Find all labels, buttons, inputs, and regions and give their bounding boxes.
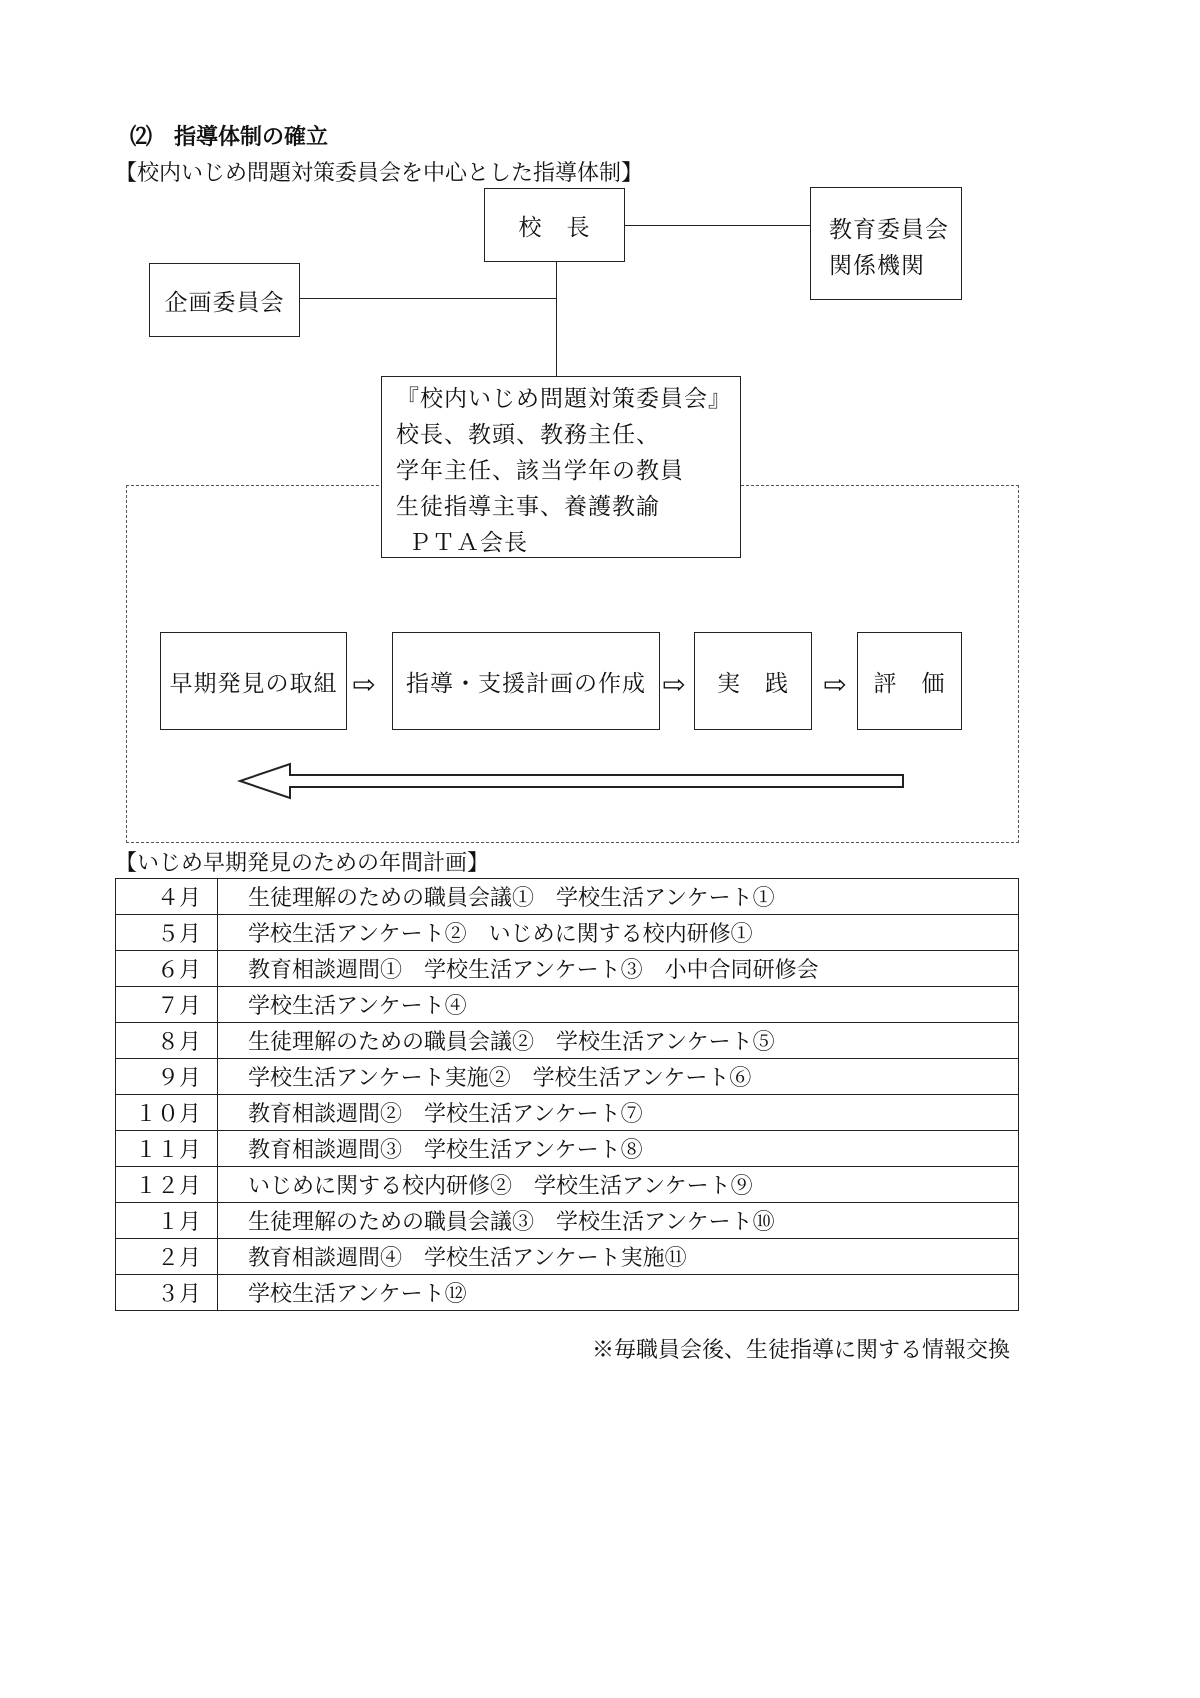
cycle-arrow-icon: ⇨ — [352, 668, 377, 701]
plan-content-cell: 学校生活アンケート④ — [218, 987, 1019, 1023]
plan-content-cell: 教育相談週間② 学校生活アンケート⑦ — [218, 1095, 1019, 1131]
plan-month-cell: ８月 — [116, 1023, 218, 1059]
table-row — [116, 1239, 1019, 1275]
footnote: ※毎職員会後、生徒指導に関する情報交換 — [592, 1338, 1011, 1363]
table-row — [116, 1203, 1019, 1239]
plan-month-cell: １月 — [116, 1203, 218, 1239]
table-row — [116, 1095, 1019, 1131]
plan-content-cell: 学校生活アンケート実施② 学校生活アンケート⑥ — [218, 1059, 1019, 1095]
board-line-2: 関係機関 — [829, 253, 925, 279]
plan-content-cell: 学校生活アンケート⑫ — [218, 1275, 1019, 1311]
plan-content-cell: 教育相談週間④ 学校生活アンケート実施⑪ — [218, 1239, 1019, 1275]
plan-month-cell: ７月 — [116, 987, 218, 1023]
cycle-step-guidance-plan: 指導・支援計画の作成 — [392, 632, 660, 730]
connector-principal-committee — [556, 262, 557, 376]
plan-month-cell: ４月 — [116, 879, 218, 915]
plan-month-cell: １１月 — [116, 1131, 218, 1167]
table-row — [116, 951, 1019, 987]
cycle-arrow-icon: ⇨ — [823, 668, 848, 701]
plan-content-cell: 生徒理解のための職員会議③ 学校生活アンケート⑩ — [218, 1203, 1019, 1239]
board-of-education-box — [810, 187, 962, 300]
committee-members-line: 生徒指導主事、養護教諭 — [396, 494, 660, 520]
connector-principal-board — [625, 225, 810, 226]
plan-month-cell: １０月 — [116, 1095, 218, 1131]
table-row — [116, 1131, 1019, 1167]
table-row — [116, 915, 1019, 951]
cycle-step-practice: 実 践 — [694, 632, 812, 730]
table-row — [116, 1059, 1019, 1095]
anti-bullying-committee-box — [381, 376, 741, 558]
annual-plan-caption: 【いじめ早期発見のための年間計画】 — [115, 851, 490, 876]
table-row — [116, 1023, 1019, 1059]
table-row — [116, 1167, 1019, 1203]
table-row — [116, 1275, 1019, 1311]
cycle-arrow-icon: ⇨ — [662, 668, 687, 701]
cycle-step-evaluation: 評 価 — [857, 632, 962, 730]
table-row — [116, 987, 1019, 1023]
org-chart-caption: 【校内いじめ問題対策委員会を中心とした指導体制】 — [115, 161, 644, 186]
plan-content-cell: いじめに関する校内研修② 学校生活アンケート⑨ — [218, 1167, 1019, 1203]
plan-content-cell: 学校生活アンケート② いじめに関する校内研修① — [218, 915, 1019, 951]
connector-planning — [300, 298, 556, 299]
committee-members-line: ＰＴＡ会長 — [408, 530, 528, 556]
cycle-step-early-detection: 早期発見の取組 — [160, 632, 347, 730]
plan-month-cell: ５月 — [116, 915, 218, 951]
committee-members-line: 校長、教頭、教務主任、 — [396, 422, 660, 448]
annual-plan-table — [115, 878, 1019, 1311]
plan-content-cell: 教育相談週間① 学校生活アンケート③ 小中合同研修会 — [218, 951, 1019, 987]
table-row — [116, 879, 1019, 915]
principal-box: 校 長 — [484, 188, 625, 262]
section-heading: ⑵ 指導体制の確立 — [130, 124, 329, 150]
plan-month-cell: １２月 — [116, 1167, 218, 1203]
plan-content-cell: 教育相談週間③ 学校生活アンケート⑧ — [218, 1131, 1019, 1167]
board-line-1: 教育委員会 — [829, 217, 949, 243]
planning-committee-box: 企画委員会 — [149, 263, 300, 337]
plan-month-cell: ３月 — [116, 1275, 218, 1311]
plan-month-cell: ２月 — [116, 1239, 218, 1275]
plan-content-cell: 生徒理解のための職員会議① 学校生活アンケート① — [218, 879, 1019, 915]
plan-month-cell: ６月 — [116, 951, 218, 987]
plan-content-cell: 生徒理解のための職員会議② 学校生活アンケート⑤ — [218, 1023, 1019, 1059]
committee-title: 『校内いじめ問題対策委員会』 — [396, 386, 732, 412]
plan-month-cell: ９月 — [116, 1059, 218, 1095]
committee-members-line: 学年主任、該当学年の教員 — [396, 458, 684, 484]
